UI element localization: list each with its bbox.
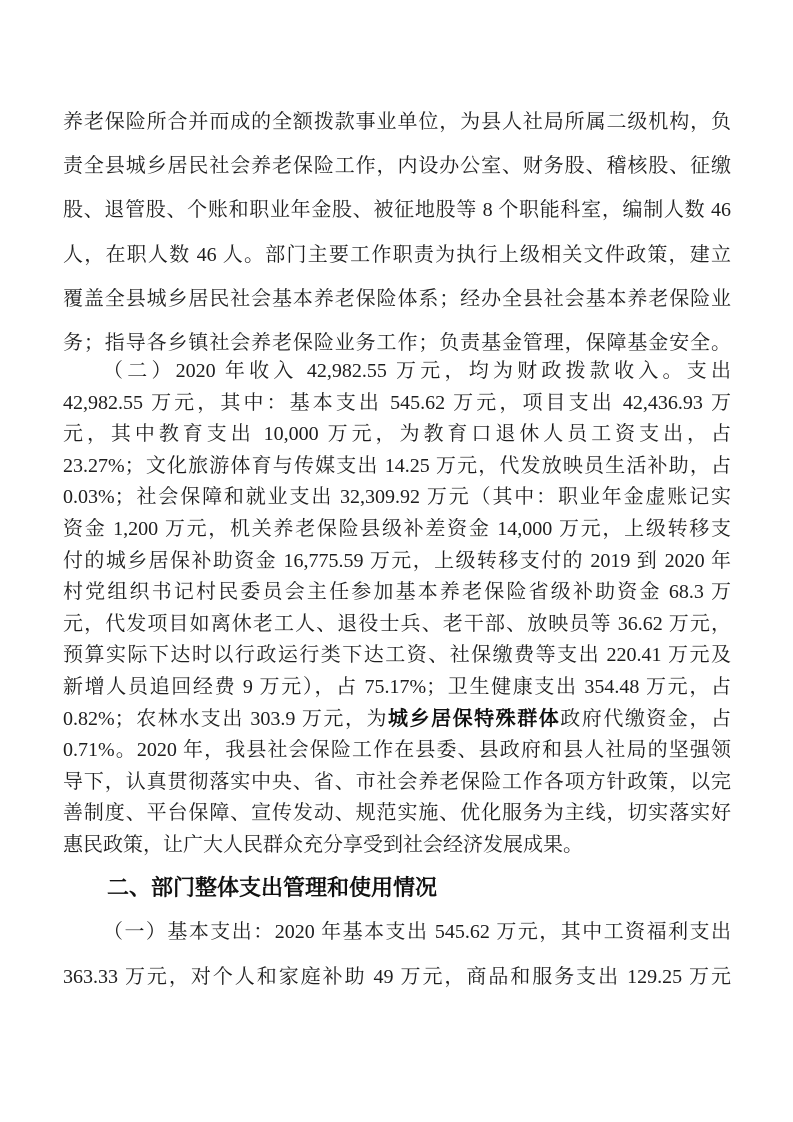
text-line: 23.27%；文化旅游体育与传媒支出 14.25 万元，代发放映员生活补助，占 — [63, 454, 731, 477]
text-line: 付的城乡居保补助资金 16,775.59 万元，上级转移支付的 2019 到 2020 年 — [63, 549, 731, 572]
text-line: （一）基本支出：2020 年基本支出 545.62 万元，其中工资福利支出 — [103, 921, 731, 943]
highlight-text: 城乡居保特殊群体 — [388, 707, 561, 730]
text-line: 42,982.55 万元，其中：基本支出 545.62 万元，项目支出 42,436.93 万 — [63, 391, 731, 414]
text-line: 惠民政策，让广大人民群众充分享受到社会经济发展成果。 — [63, 833, 583, 856]
section-heading: 二、部门整体支出管理和使用情况 — [107, 875, 438, 900]
text-line-with-highlight — [63, 704, 731, 736]
text-line: 0.03%；社会保障和就业支出 32,309.92 万元（其中：职业年金虚账记实 — [63, 486, 731, 509]
text-line: 务；指导各乡镇社会养老保险业务工作；负责基金管理，保障基金安全。 — [63, 332, 731, 355]
text-segment: 0.82%；农林水支出 303.9 万元，为 — [63, 707, 389, 730]
text-line: 预算实际下达时以行政运行类下达工资、社保缴费等支出 220.41 万元及 — [63, 644, 731, 667]
text-line: 人，在职人数 46 人。部门主要工作职责为执行上级相关文件政策，建立 — [63, 243, 731, 266]
text-line: 元，代发项目如离休老工人、退役士兵、老干部、放映员等 36.62 万元， — [63, 612, 731, 635]
text-line: 元，其中教育支出 10,000 万元，为教育口退休人员工资支出，占 — [63, 423, 731, 446]
text-line: 新增人员追回经费 9 万元），占 75.17%；卫生健康支出 354.48 万元，占 — [63, 675, 731, 698]
text-line: 覆盖全县城乡居民社会基本养老保险体系；经办全县社会基本养老保险业 — [63, 287, 731, 310]
text-line: 0.71%。2020 年，我县社会保险工作在县委、县政府和县人社局的坚强领 — [63, 739, 731, 762]
text-segment: 政府代缴资金，占 — [560, 707, 731, 730]
paragraph-department-overview — [63, 100, 731, 365]
text-line: 责全县城乡居民社会养老保险工作，内设办公室、财务股、稽核股、征缴 — [63, 155, 731, 178]
text-line: （二）2020 年收入 42,982.55 万元，均为财政拨款收入。支出 — [103, 360, 731, 382]
paragraph-basic-expenditure — [63, 910, 731, 1000]
text-line: 资金 1,200 万元，机关养老保险县级补差资金 14,000 万元，上级转移支 — [63, 517, 731, 540]
text-line: 村党组织书记村民委员会主任参加基本养老保险省级补助资金 68.3 万 — [63, 581, 731, 604]
text-line: 股、退管股、个账和职业年金股、被征地股等 8 个职能科室，编制人数 46 — [63, 199, 731, 222]
text-line: 善制度、平台保障、宣传发动、规范实施、优化服务为主线，切实落实好 — [63, 802, 731, 825]
text-line: 363.33 万元，对个人和家庭补助 49 万元，商品和服务支出 129.25 万元 — [63, 966, 731, 988]
text-line: 导下，认真贯彻落实中央、省、市社会养老保险工作各项方针政策，以完 — [63, 770, 731, 793]
paragraph-income-expenditure — [63, 356, 731, 862]
text-line: 养老保险所合并而成的全额拨款事业单位，为县人社局所属二级机构，负 — [63, 111, 731, 133]
